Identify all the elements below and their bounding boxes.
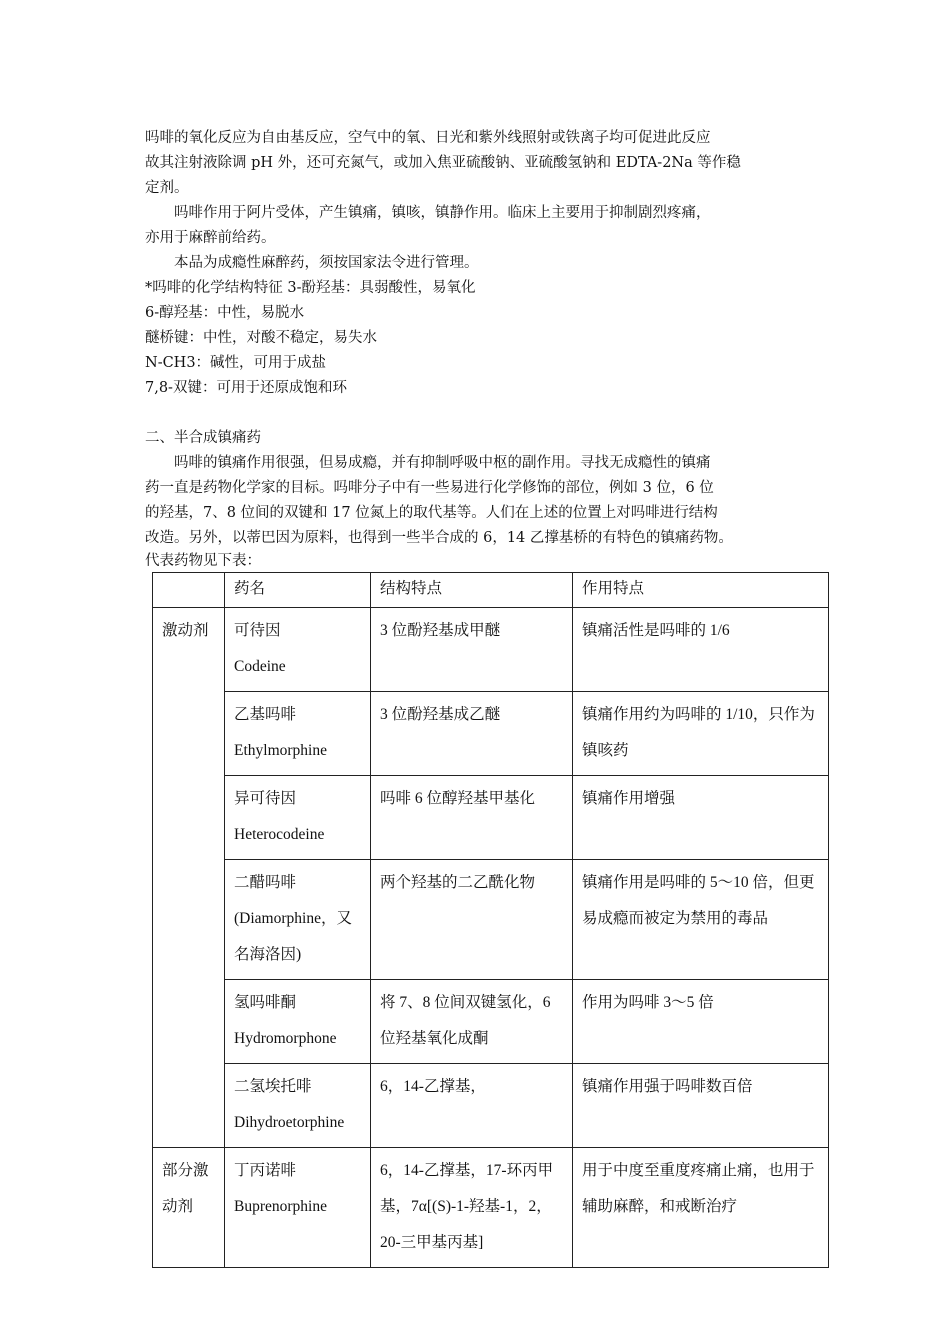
structure-cell: 吗啡 6 位醇羟基甲基化: [371, 776, 573, 860]
effect-cell: 作用为吗啡 3～5 倍: [573, 980, 829, 1064]
drug-name-en: Buprenorphine: [234, 1198, 327, 1215]
drug-name-cell: [225, 860, 371, 980]
paragraph-line: 代表药物见下表：: [145, 553, 261, 569]
paragraph-line: 吗啡的镇痛作用很强，但易成瘾，并有抑制呼吸中枢的副作用。寻找无成瘾性的镇痛: [145, 455, 711, 471]
category-cell: 部分激动剂: [153, 1148, 225, 1268]
drug-name-cn: 氢吗啡酮: [234, 994, 297, 1011]
structure-cell: 3 位酚羟基成甲醚: [371, 608, 573, 692]
paragraph-line: 改造。另外，以蒂巴因为原料，也得到一些半合成的 6，14 乙撑基桥的有特色的镇痛药物。: [145, 530, 733, 546]
paragraph-line: N-CH3：碱性，可用于成盐: [145, 355, 327, 371]
paragraph-line: 故其注射液除调 pH 外，还可充氮气，或加入焦亚硫酸钠、亚硫酸氢钠和 EDTA-2Na 等作稳: [145, 155, 741, 171]
paragraph-line: 亦用于麻醉前给药。: [145, 230, 276, 246]
structure-cell: 3 位酚羟基成乙醚: [371, 692, 573, 776]
structure-cell: 两个羟基的二乙酰化物: [371, 860, 573, 980]
drug-name-cn: 丁丙诺啡: [234, 1162, 297, 1179]
header-cell-structure: 结构特点: [371, 573, 573, 608]
drug-name-en: (Diamorphine，又名海洛因): [234, 910, 352, 963]
table-row: [153, 692, 829, 776]
structure-cell: 6，14-乙撑基，: [371, 1064, 573, 1148]
effect-cell: 镇痛作用增强: [573, 776, 829, 860]
structure-cell: 将 7、8 位间双键氢化，6 位羟基氧化成酮: [371, 980, 573, 1064]
drug-name-cell: [225, 1148, 371, 1268]
drug-name-cn: 异可待因: [234, 790, 297, 807]
effect-cell: 镇痛作用约为吗啡的 1/10，只作为镇咳药: [573, 692, 829, 776]
effect-cell: 镇痛作用是吗啡的 5～10 倍，但更易成瘾而被定为禁用的毒品: [573, 860, 829, 980]
paragraph-line: 本品为成瘾性麻醉药，须按国家法令进行管理。: [145, 255, 479, 271]
table-row: [153, 608, 829, 692]
paragraph-line: 药一直是药物化学家的目标。吗啡分子中有一些易进行化学修饰的部位，例如 3 位，6 位: [145, 480, 714, 496]
drug-name-cn: 可待因: [234, 622, 281, 639]
drug-name-cn: 二醋吗啡: [234, 874, 297, 891]
table-row: [153, 776, 829, 860]
drug-table: [152, 572, 829, 1268]
paragraph-line: *吗啡的化学结构特征 3-酚羟基：具弱酸性，易氧化: [145, 280, 476, 296]
paragraph-line: 醚桥键：中性，对酸不稳定，易失水: [145, 330, 377, 346]
paragraph-line: 吗啡的氧化反应为自由基反应，空气中的氧、日光和紫外线照射或铁离子均可促进此反应: [145, 130, 711, 146]
drug-name-cell: [225, 608, 371, 692]
paragraph-line: 7,8-双键：可用于还原成饱和环: [145, 380, 347, 396]
table-header-row: [153, 573, 829, 608]
table-row: [153, 860, 829, 980]
header-cell-effect: 作用特点: [573, 573, 829, 608]
effect-cell: 用于中度至重度疼痛止痛，也用于辅助麻醉，和戒断治疗: [573, 1148, 829, 1268]
drug-name-cell: [225, 776, 371, 860]
paragraph-line: 的羟基，7、8 位间的双键和 17 位氮上的取代基等。人们在上述的位置上对吗啡进行结构: [145, 505, 718, 521]
header-cell-name: 药名: [225, 573, 371, 608]
drug-name-en: Codeine: [234, 658, 286, 675]
drug-name-cn: 二氢埃托啡: [234, 1078, 312, 1095]
drug-name-cell: [225, 1064, 371, 1148]
effect-cell: 镇痛作用强于吗啡数百倍: [573, 1064, 829, 1148]
category-cell: 激动剂: [153, 608, 225, 1148]
header-cell-category: [153, 573, 225, 608]
paragraph-line: 6-醇羟基：中性，易脱水: [145, 305, 305, 321]
drug-name-cell: [225, 692, 371, 776]
drug-name-en: Ethylmorphine: [234, 742, 327, 759]
table-row: [153, 1064, 829, 1148]
paragraph-line: 吗啡作用于阿片受体，产生镇痛，镇咳，镇静作用。临床上主要用于抑制剧烈疼痛，: [145, 205, 711, 221]
drug-name-cn: 乙基吗啡: [234, 706, 297, 723]
effect-cell: 镇痛活性是吗啡的 1/6: [573, 608, 829, 692]
drug-name-en: Heterocodeine: [234, 826, 325, 843]
section-heading: 二、半合成镇痛药: [145, 430, 261, 446]
drug-name-en: Dihydroetorphine: [234, 1114, 345, 1131]
drug-name-en: Hydromorphone: [234, 1030, 337, 1047]
drug-name-cell: [225, 980, 371, 1064]
table-row: [153, 980, 829, 1064]
paragraph-line: 定剂。: [145, 180, 189, 196]
table-row: [153, 1148, 829, 1268]
structure-cell: 6，14-乙撑基，17-环丙甲基，7α[(S)-1-羟基-1，2，20-三甲基丙基]: [371, 1148, 573, 1268]
